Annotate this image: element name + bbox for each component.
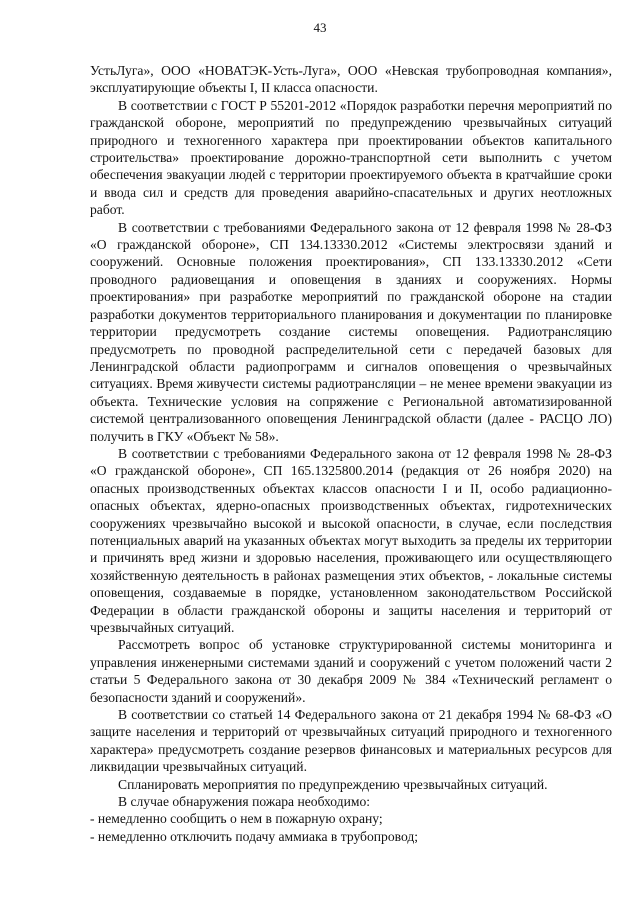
paragraph-warning-system: В соответствии с требованиями Федерального закона от 12 февраля 1998 № 28-ФЗ «О гражданской обороне», СП 134.13330.2012 «Системы электросвязи зданий и сооружений. Основные положения проектирования», СП 133.13330.2012 «Сети проводного радиовещания и оповещения в зданиях и сооружениях. Нормы проектирования» при разработке мероприятий по гражданской обороне на стадии разработки документов территориального планирования и документации по планировке территории предусмотреть создание системы оповещения. Радиотрансляцию предусмотреть по проводной распределительной сети с передачей базовых для Ленинградской области радиопрограмм и сигналов оповещения о чрезвычайных ситуациях. Время живучести системы радиотрансляции – не менее времени эвакуации из объекта. Технические условия на сопряжение с Региональной автоматизированной системой централизованного оповещения Ленинградской области (далее - РАСЦО ЛО) получить в ГКУ «Объект № 58». <box>90 219 612 444</box>
paragraph-gost: В соответствии с ГОСТ Р 55201-2012 «Порядок разработки перечня мероприятий по гражданской обороне, мероприятий по предупреждению чрезвычайных ситуаций природного и техногенного характера при проектировании объектов капитального строительства» проектирование дорожно-транспортной сети выполнить с учетом обеспечения эвакуации людей с территории проектируемого объекта в кратчайшие сроки и ввода сил и средств для проведения аварийно-спасательных и других неотложных работ. <box>90 97 612 218</box>
document-body <box>90 62 612 845</box>
page-number: 43 <box>313 20 327 35</box>
list-item-fire-report: - немедленно сообщить о нем в пожарную охрану; <box>90 811 383 827</box>
paragraph-continuation: УстьЛуга», ООО «НОВАТЭК-Усть-Луга», ООО «Невская трубопроводная компания», эксплуатирующие объекты I, II класса опасности. <box>90 63 612 96</box>
paragraph-fire-intro: В случае обнаружения пожара необходимо: <box>118 794 371 810</box>
paragraph-reserves: В соответствии со статьей 14 Федерального закона от 21 декабря 1994 № 68-ФЗ «О защите населения и территорий от чрезвычайных ситуаций природного и техногенного характера» предусмотреть создание резервов финансовых и материальных ресурсов для ликвидации чрезвычайных ситуаций. <box>90 707 612 775</box>
paragraph-monitoring: Рассмотреть вопрос об установке структурированной системы мониторинга и управления инженерными системами зданий и сооружений с учетом положений части 2 статьи 5 Федерального закона от 30 декабря 2009 № 384 «Технический регламент о безопасности зданий и сооружений». <box>90 637 612 705</box>
paragraph-planning: Спланировать мероприятия по предупреждению чрезвычайных ситуаций. <box>118 776 548 792</box>
list-item-ammonia-shutoff: - немедленно отключить подачу аммиака в трубопровод; <box>90 828 419 844</box>
paragraph-local-warning: В соответствии с требованиями Федерального закона от 12 февраля 1998 № 28-ФЗ «О гражданской обороне», СП 165.1325800.2014 (редакция от 26 ноября 2020) на опасных производственных объектах классов опасности I и II, особо радиационно-опасных объектах, ядерно-опасных производственных объектах, гидротехнических сооружениях чрезвычайно высокой и высокой опасности, в случае, если последствия потенциальных аварий на указанных объектах могут выходить за пределы их территории и причинять вред жизни и здоровью населения, проживающего или осуществляющего хозяйственную деятельность в районах размещения этих объектов, - локальные системы оповещения, создаваемые в порядке, установленном законодательством Российской Федерации в области гражданской обороны и защиты населения и территорий от чрезвычайных ситуаций. <box>90 445 612 635</box>
